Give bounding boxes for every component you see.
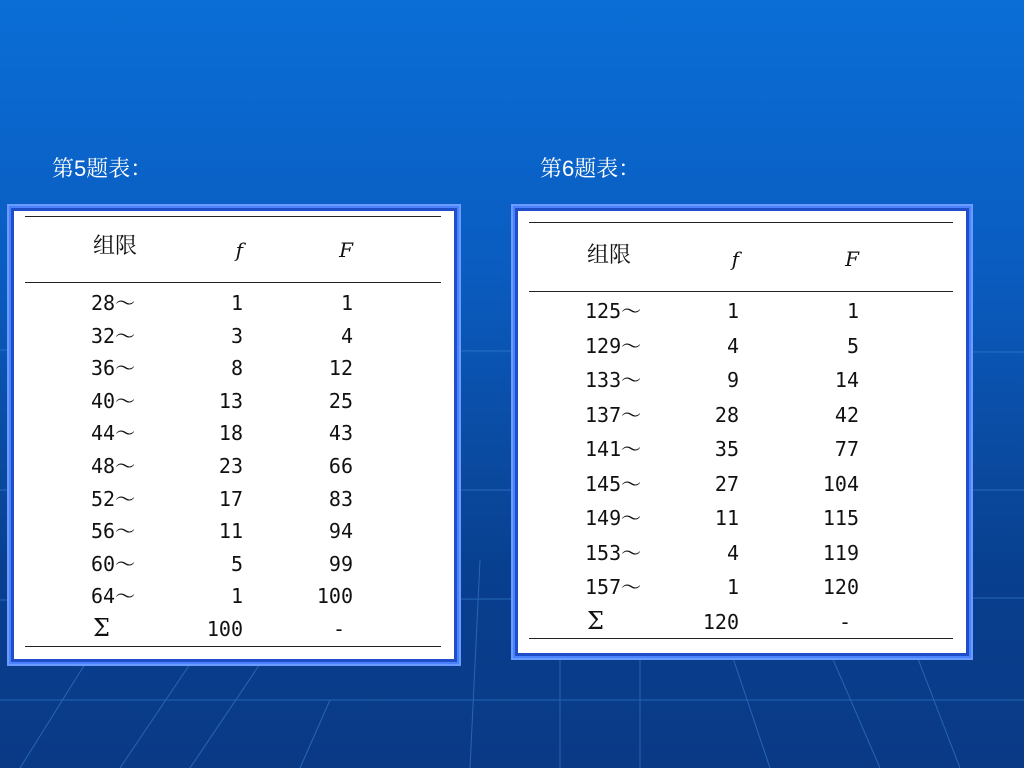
row-f: 3 [230, 323, 243, 348]
total-F: - [332, 617, 345, 641]
row-F: 14 [834, 368, 859, 392]
row-group: 137～ [585, 402, 642, 427]
row-group: 145～ [585, 471, 642, 496]
table-6 [523, 216, 961, 648]
caption-prefix: 第 [52, 157, 75, 182]
row-group: 28～ [91, 291, 136, 315]
row-f: 11 [218, 519, 243, 544]
row-f: 27 [714, 471, 739, 496]
total-sigma: Σ [587, 606, 604, 635]
table-rule [529, 638, 953, 639]
caption-table-6 [540, 152, 640, 183]
row-f: 17 [218, 486, 243, 511]
row-f: 35 [714, 437, 739, 461]
row-group: 32～ [91, 323, 136, 348]
row-F: 43 [328, 421, 353, 446]
row-f: 1 [726, 299, 739, 323]
row-group: 56～ [91, 519, 136, 544]
row-F: 5 [846, 333, 859, 358]
table-rule [25, 216, 441, 217]
row-group: 36～ [91, 356, 136, 381]
row-group: 153～ [585, 540, 642, 565]
caption-number: 6 [562, 156, 575, 181]
total-f: 100 [206, 617, 243, 641]
row-F: 99 [328, 551, 353, 576]
row-F: 66 [328, 454, 353, 478]
column-header-F: F [845, 247, 859, 271]
row-F: 1 [340, 291, 353, 315]
row-F: 119 [822, 540, 859, 565]
caption-prefix: 第 [540, 157, 563, 182]
column-header-f: f [235, 238, 243, 262]
row-F: 1 [846, 299, 859, 323]
row-f: 9 [726, 368, 739, 392]
table-5-image [9, 206, 459, 664]
row-f: 4 [726, 333, 739, 358]
row-group: 64～ [91, 584, 136, 609]
table-rule [529, 222, 953, 223]
row-F: 12 [328, 356, 353, 381]
row-group: 48～ [91, 454, 136, 478]
row-group: 149～ [585, 506, 642, 530]
table-6-image [513, 206, 971, 658]
row-group: 141～ [585, 437, 642, 461]
row-F: 42 [834, 402, 859, 427]
row-f: 1 [726, 575, 739, 599]
caption-suffix: 题表： [86, 157, 153, 182]
row-f: 13 [218, 388, 243, 413]
row-f: 18 [218, 421, 243, 446]
row-F: 77 [834, 437, 859, 461]
row-F: 104 [822, 471, 859, 496]
row-F: 120 [822, 575, 859, 599]
column-header-F: F [339, 238, 353, 262]
row-f: 5 [230, 551, 243, 576]
row-f: 28 [714, 402, 739, 427]
row-group: 125～ [585, 299, 642, 323]
row-F: 25 [328, 388, 353, 413]
row-f: 1 [230, 584, 243, 609]
table-rule [25, 282, 441, 283]
row-group: 52～ [91, 486, 136, 511]
caption-suffix: 题表： [574, 157, 641, 182]
row-f: 11 [714, 506, 739, 530]
total-f: 120 [702, 609, 739, 634]
table-5 [19, 216, 449, 654]
caption-table-5 [52, 152, 152, 183]
row-group: 129～ [585, 333, 642, 358]
column-header-f: f [731, 247, 739, 271]
row-F: 94 [328, 519, 353, 544]
row-group: 40～ [91, 388, 136, 413]
row-group: 133～ [585, 368, 642, 392]
total-sigma: Σ [93, 614, 110, 642]
row-group: 60～ [91, 551, 136, 576]
row-F: 100 [316, 584, 353, 609]
column-header-group: 组限 [93, 234, 138, 259]
row-f: 4 [726, 540, 739, 565]
row-F: 115 [822, 506, 859, 530]
row-F: 4 [340, 323, 353, 348]
row-f: 8 [230, 356, 243, 381]
row-group: 44～ [91, 421, 136, 446]
row-f: 23 [218, 454, 243, 478]
table-rule [529, 291, 953, 292]
row-f: 1 [230, 291, 243, 315]
column-header-group: 组限 [587, 243, 632, 268]
caption-number: 5 [74, 156, 87, 181]
total-F: - [838, 609, 851, 634]
table-rule [25, 646, 441, 647]
row-F: 83 [328, 486, 353, 511]
row-group: 157～ [585, 575, 642, 599]
